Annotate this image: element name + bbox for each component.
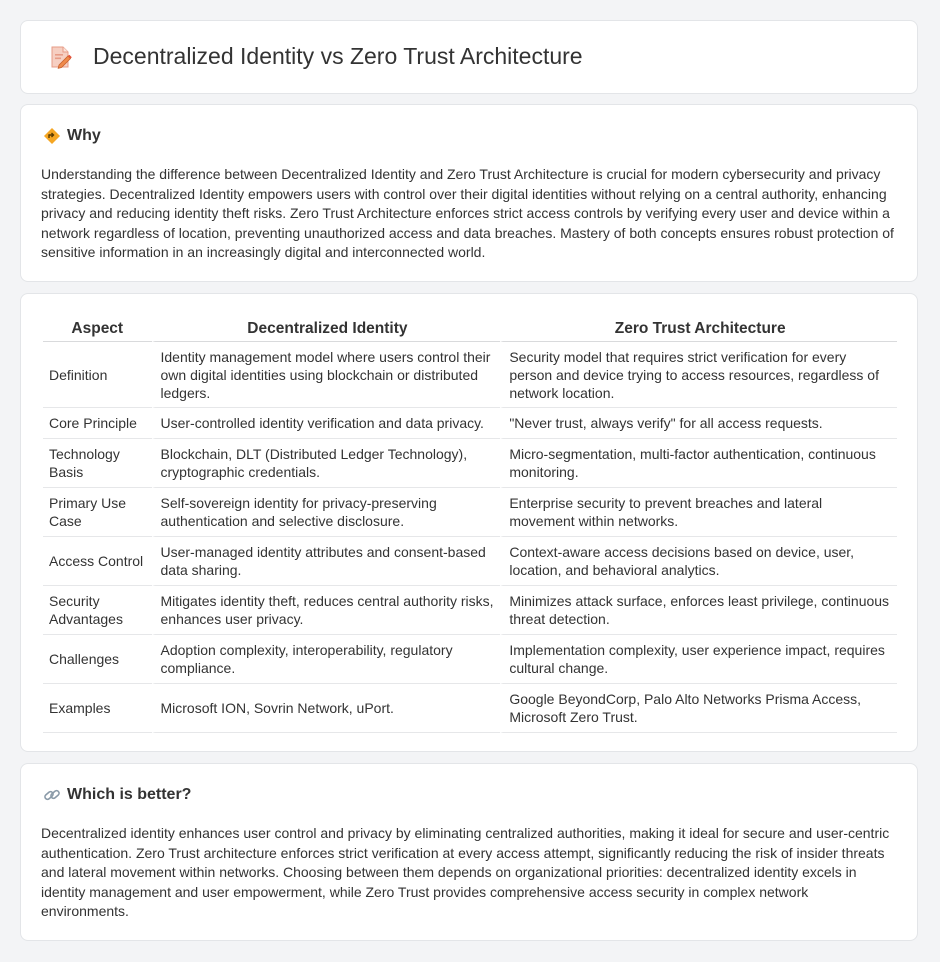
table-row [43,342,897,408]
row-decentralized-identity: Microsoft ION, Sovrin Network, uPort. [152,684,501,733]
row-aspect: Technology Basis [43,439,152,488]
header-aspect: Aspect [43,314,152,342]
row-decentralized-identity: Identity management model where users control their own digital identities using blockchain or distributed ledgers. [152,342,501,408]
why-heading: Why [67,127,101,144]
diamond-signpost-icon [43,127,61,145]
why-section [20,104,918,282]
row-zero-trust: Minimizes attack surface, enforces least privilege, continuous threat detection. [500,586,897,635]
table-row [43,684,897,733]
row-decentralized-identity: User-controlled identity verification and data privacy. [152,408,501,439]
row-aspect: Examples [43,684,152,733]
comparison-table [43,314,897,733]
table-header-row [43,314,897,342]
row-zero-trust: "Never trust, always verify" for all access requests. [500,408,897,439]
table-row [43,586,897,635]
row-zero-trust: Security model that requires strict verification for every person and device trying to access resources, regardless of network location. [500,342,897,408]
table-row [43,408,897,439]
table-row [43,537,897,586]
comparison-table-card [20,293,918,752]
row-aspect: Primary Use Case [43,488,152,537]
row-zero-trust: Enterprise security to prevent breaches and lateral movement within networks. [500,488,897,537]
header-zero-trust: Zero Trust Architecture [500,314,897,342]
row-decentralized-identity: Self-sovereign identity for privacy-preserving authentication and selective disclosure. [152,488,501,537]
why-text: Understanding the difference between Decentralized Identity and Zero Trust Architecture is crucial for modern cybersecurity and privacy strategies. Decentralized Identity empowers users with control over their digital identities without relying on a central authority, enhancing privacy and reducing identity theft risks. Zero Trust Architecture enforces strict access controls by verifying every user and device within a network regardless of location, preventing unauthorized access and data breaches. Mastery of both concepts ensures robust protection of sensitive information in an increasingly digital and interconnected world. [41,166,894,260]
row-decentralized-identity: Blockchain, DLT (Distributed Ledger Technology), cryptographic credentials. [152,439,501,488]
row-zero-trust: Micro-segmentation, multi-factor authentication, continuous monitoring. [500,439,897,488]
table-row [43,635,897,684]
better-heading: Which is better? [67,786,192,803]
row-zero-trust: Google BeyondCorp, Palo Alto Networks Prisma Access, Microsoft Zero Trust. [500,684,897,733]
row-aspect: Security Advantages [43,586,152,635]
row-decentralized-identity: User-managed identity attributes and consent-based data sharing. [152,537,501,586]
row-decentralized-identity: Mitigates identity theft, reduces central authority risks, enhances user privacy. [152,586,501,635]
row-decentralized-identity: Adoption complexity, interoperability, regulatory compliance. [152,635,501,684]
link-icon [43,786,61,804]
row-zero-trust: Implementation complexity, user experience impact, requires cultural change. [500,635,897,684]
which-is-better-section [20,763,918,941]
header-decentralized-identity: Decentralized Identity [152,314,501,342]
row-aspect: Challenges [43,635,152,684]
page-title: Decentralized Identity vs Zero Trust Architecture [93,43,583,69]
header-card [20,20,918,94]
row-aspect: Access Control [43,537,152,586]
table-row [43,439,897,488]
row-zero-trust: Context-aware access decisions based on device, user, location, and behavioral analytics. [500,537,897,586]
row-aspect: Core Principle [43,408,152,439]
document-pencil-icon [47,44,73,70]
row-aspect: Definition [43,342,152,408]
better-text: Decentralized identity enhances user control and privacy by eliminating centralized authorities, making it ideal for secure and user-centric authentication. Zero Trust architecture enforces strict verification at every access attempt, significantly reducing the risk of insider threats and lateral movement within networks. Choosing between them depends on organizational priorities: decentralized identity excels in identity management and user empowerment, while Zero Trust provides comprehensive access security in complex network environments. [41,825,890,919]
table-row [43,488,897,537]
